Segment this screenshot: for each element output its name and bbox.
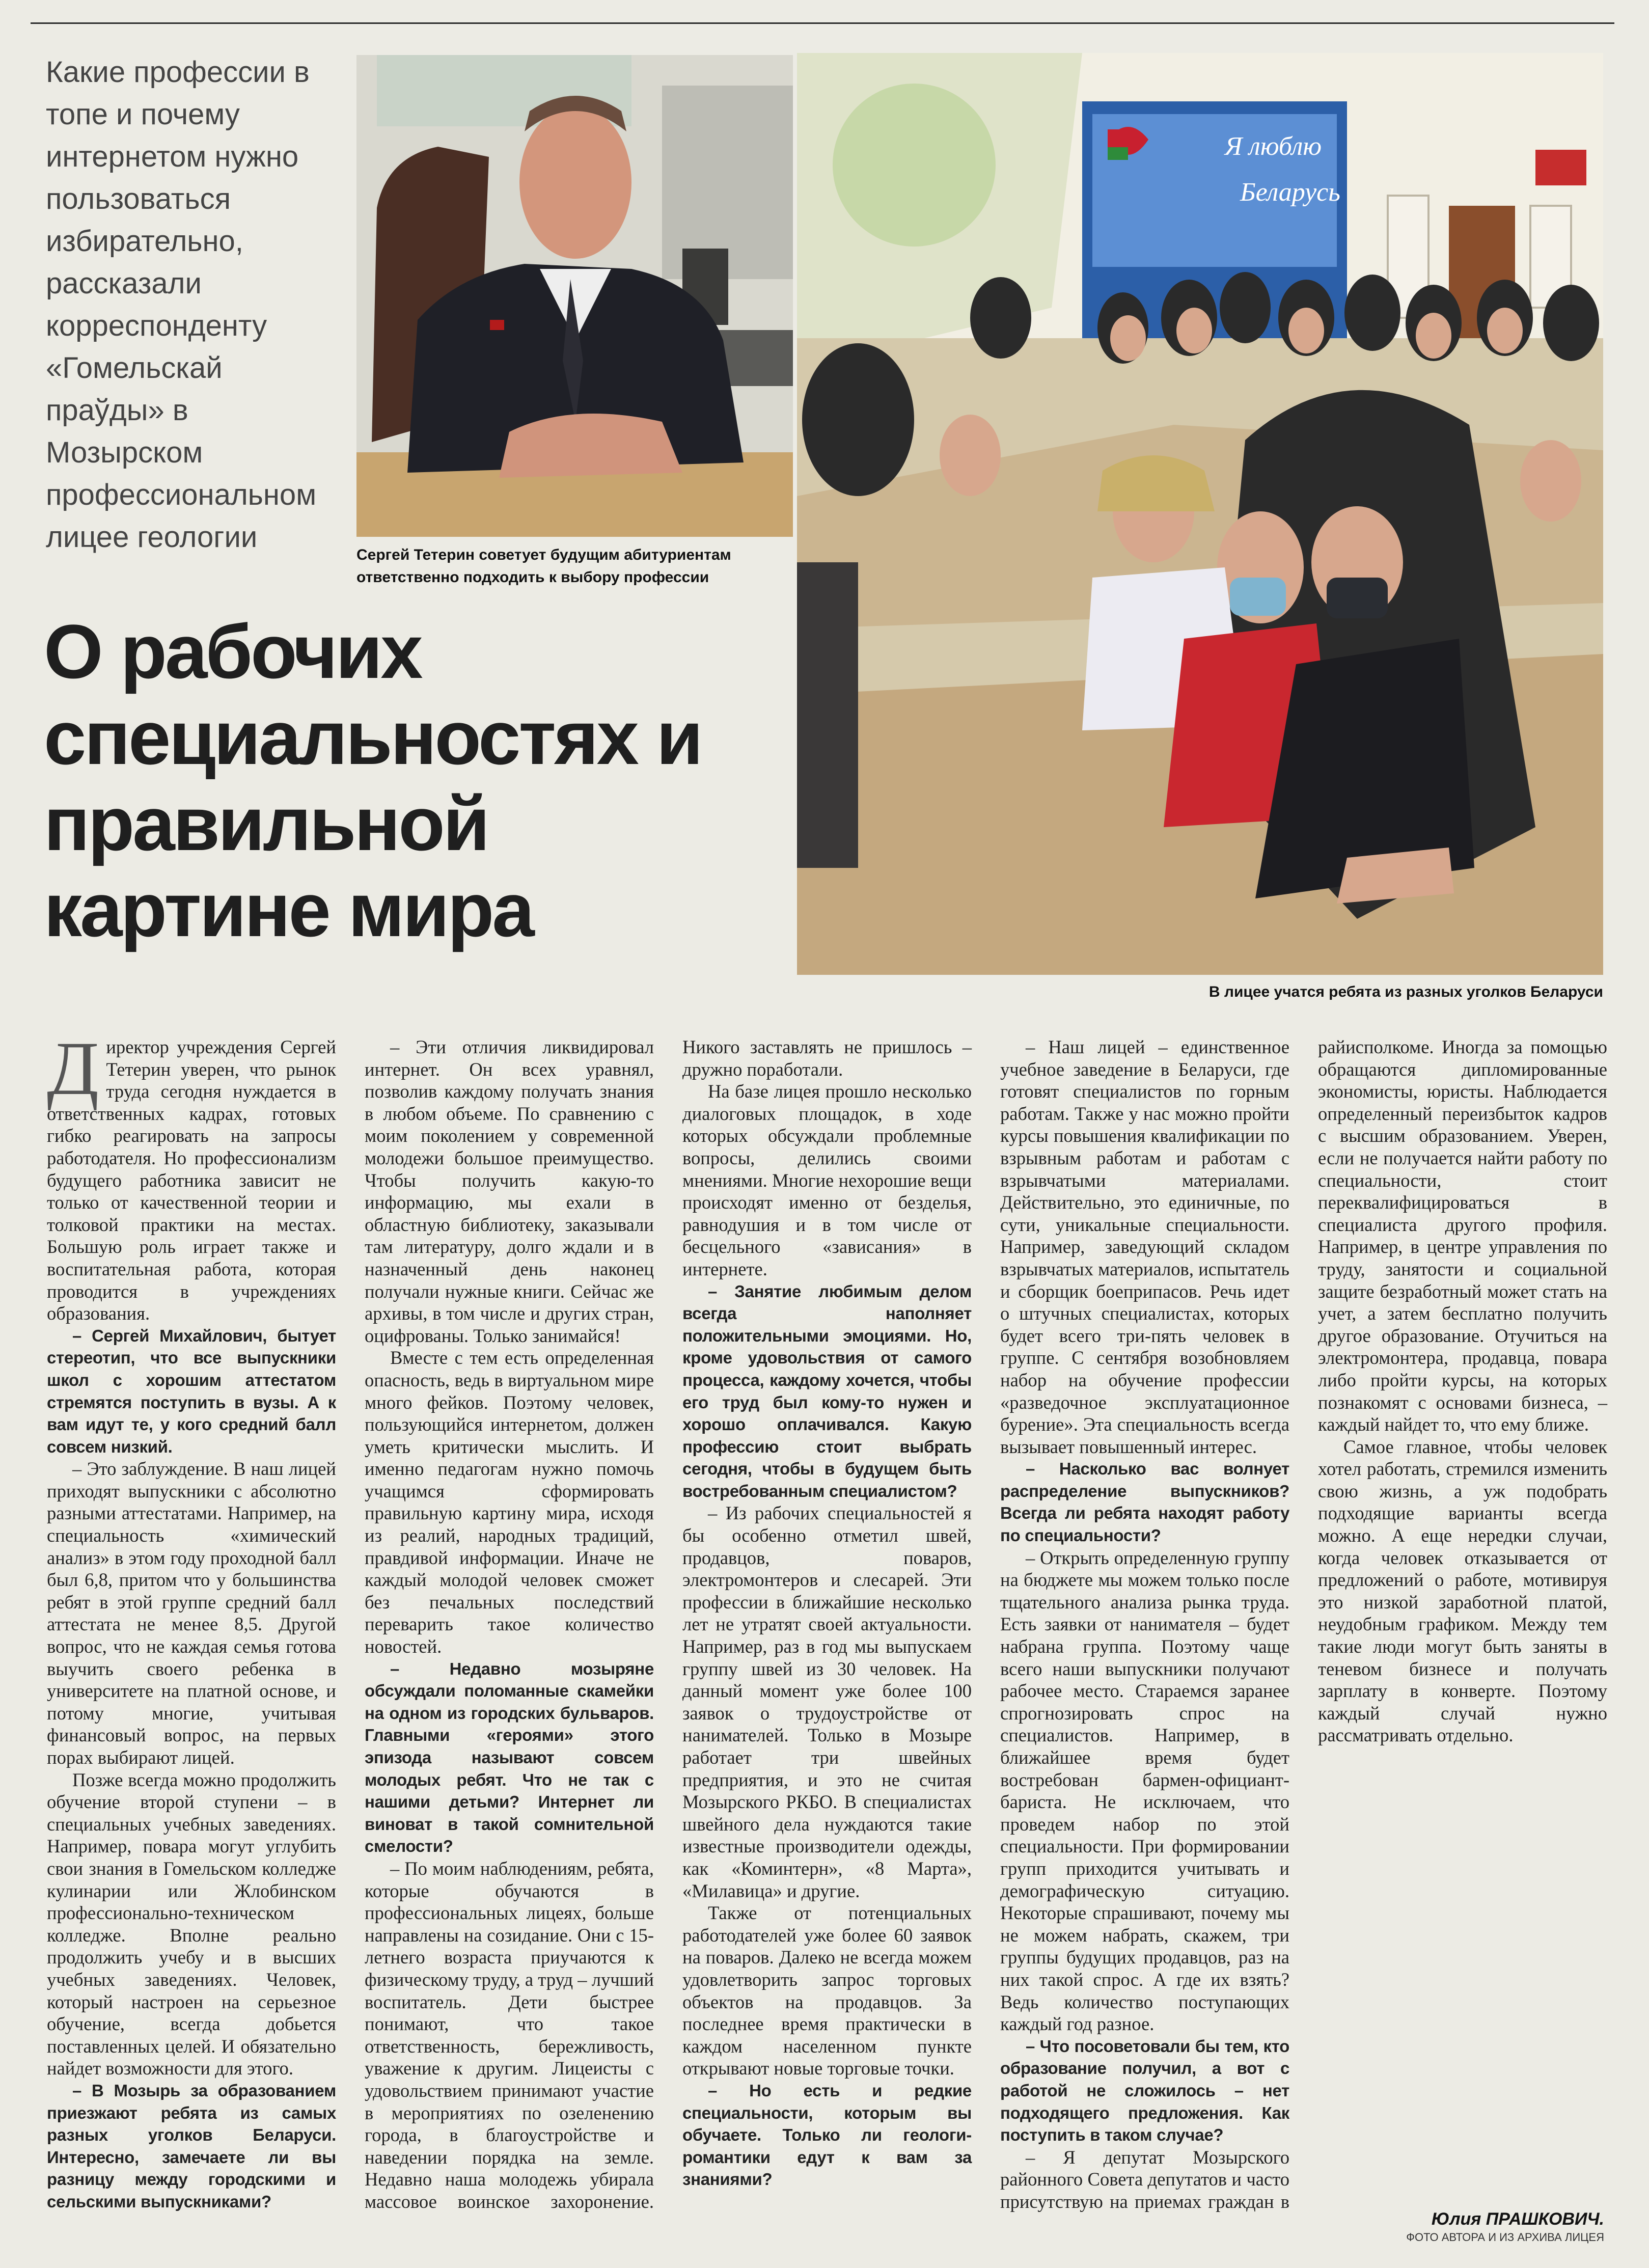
- question-2: – В Мозырь за образованием приезжают ребята из самых разных уголков Беларуси. Интересно, замечаете ли вы разницу между городскими и сельскими выпускниками?: [47, 2081, 336, 2211]
- answer-paragraph: – Я депутат Мозырского районного Совета депутатов и часто присутствую на приемах граждан в райисполкоме. Иногда за помощью обращаются дипломированные экономисты, юристы. Наблюдается определенный переизбыток кадров с высшим образованием. Уверен, если не получается найти работу по специальности, стоит переквалифицироваться в специалиста другого профиля. Например, в центре управления по труду, занятости и социальной защите безработный может стать на учет, а затем бесплатно получить другое образование. Отучиться на электромонтера, продавца, повара либо пройти курсы, на которых познакомят с основами бизнеса, – каждый найдет то, что ему ближе.: [1000, 1036, 1607, 2212]
- author-byline: Юлия ПРАШКОВИЧ.: [1431, 2209, 1604, 2229]
- answer-paragraph: Также от потенциальных работодателей уже более 60 заявок на поваров. Далеко не всегда можем удовлетворить запрос торговых объектов на продавцов. За последнее время практически в каждом населенном пункте открывают новые торговые точки.: [682, 1902, 972, 2079]
- question-4: – Занятие любимым делом всегда наполняет положительными эмоциями. Но, кроме удовольствия от самого процесса, каждому хочется, чтобы его труд был кому-то нужен и хорошо оплачивался. Какую профессию стоит выбрать сегодня, чтобы в будущем быть востребованным специалистом?: [682, 1281, 972, 1500]
- answer-paragraph: – Эти отличия ликвидировал интернет. Он всех уравнял, позволив каждому получать знания в любом объеме. По сравнению с моим поколением у современной молодежи большое преимущество. Чтобы получить какую-то информацию, мы ехали в областную библиотеку, заказывали там литературу, долго ждали и в назначенный день наконец получали нужные книги. Сейчас же архивы, в том числе и других стран, оцифрованы. Только занимайся!: [365, 1036, 654, 1346]
- article-body: [47, 1026, 1607, 2233]
- classroom-photo-caption: В лицее учатся ребята из разных уголков Беларуси: [1208, 983, 1603, 1000]
- headline: О рабочих специальностях и правильной картине мира: [44, 609, 701, 952]
- poster-text-line1: Я люблю: [1225, 132, 1322, 161]
- answer-paragraph: – Открыть определенную группу на бюджете мы можем только после тщательного анализа рынка труда. Есть заявки от нанимателя – будет набрана группа. Поэтому чаще всего наши выпускники получают рабочее место. Стараемся заранее спрогнозировать спрос на специалистов. Например, в ближайшее время будет востребован бармен-официант-бариста. Не исключаем, что проведем набор по этой специальности. При формировании групп приходится учитывать и демографическую ситуацию. Некоторые спрашивают, почему мы не можем набрать, скажем, три группы будущих продавцов, раз на них такой спрос. А где их взять? Ведь количество поступающих каждый год разное.: [1000, 1547, 1289, 2035]
- director-photo-caption: Сергей Тетерин советует будущим абитуриентам ответственно подходить к выбору профессии: [356, 546, 731, 586]
- answer-paragraph: – Наш лицей – единственное учебное заведение в Беларуси, где готовят специалистов по горным работам. Также у нас можно пройти курсы повышения квалификации по взрывным работам и работам с взрывчатыми материалами. Действительно, это единичные, по сути, уникальные специальности. Например, заведующий складом взрывчатых материалов, испытатель и сборщик боеприпасов. Речь идет о штучных специалистах, которых будет всего три-пять человек в группе. С сентября возобновляем набор на обучение профессии «разведочное эксплуатационное бурение». Эта специальность всегда вызывает повышенный интерес.: [1000, 1036, 1289, 1457]
- answer-paragraph: Самое главное, чтобы человек хотел работать, стремился изменить свою жизнь, а уж подобрать подходящие варианты всегда можно. А еще нередки случаи, когда человек отказывается от предложений о работе, мотивируя это низкой заработной платой, неудобным графиком. Между тем такие люди могут быть заняты в теневом бизнесе и получать зарплату в конверте. Поэтому каждый случай нужно рассматривать отдельно.: [1318, 1436, 1607, 1746]
- poster-text-line2: Беларусь: [1240, 178, 1340, 207]
- answer-paragraph: – Это заблуждение. В наш лицей приходят выпускники с абсолютно разными аттестатами. Например, на специальность «химический анализ» в этом году проходной балл был 6,8, притом что у большинства ребят в этой группе средний балл аттестата не менее 8,5. Другой вопрос, что не каждая семья готова выучить своего ребенка в университете на платной основе, и потому многие, учитывая финансовый вопрос, на первых порах выбирают лицей.: [47, 1458, 336, 1768]
- question-6: – Насколько вас волнует распределение выпускников? Всегда ли ребята находят работу по специальности?: [1000, 1459, 1289, 1545]
- top-rule: [31, 22, 1614, 24]
- director-photo-image: [356, 55, 793, 537]
- answer-paragraph: На базе лицея прошло несколько диалоговых площадок, в ходе которых обсуждали проблемные вопросы, делились своими мнениями. Многие нехорошие вещи происходят именно от безделья, равнодушия и в том числе от бесцельного «зависания» в интернете.: [682, 1081, 972, 1279]
- answer-paragraph: – По моим наблюдениям, ребята, которые обучаются в профессиональных лицеях, больше направлены на созидание. Они с 15-летнего возраста приучаются к физическому труду, а труд – лучший воспитатель. Дети быстрее понимают, что такое ответственность, бережливость, уважение к другим. Лицеисты с удовольствием принимают участие в мероприятиях по озеленению города, в благоустройстве и наведении порядка на земле. Недавно наша молодежь убирала массовое воинское захоронение. Никого заставлять не пришлось – дружно поработали.: [365, 1036, 972, 2212]
- classroom-photo: [797, 53, 1603, 975]
- drop-cap: Д: [47, 1026, 99, 1111]
- answer-paragraph: – Из рабочих специальностей я бы особенно отметил швей, продавцов, поваров, электромонтеров и слесарей. Эти профессии в ближайшие несколько лет не утратят своей актуальности. Например, раз в год мы выпускаем группу швей из 30 человек. На данный момент уже более 100 заявок о трудоустройстве от нанимателей. Только в Мозыре работает три швейных предприятия, и это не считая Мозырского РКБО. В специалистах швейного дела нуждаются такие известные производители одежды, как «Коминтерн», «8 Марта», «Милавица» и другие.: [682, 1502, 972, 1901]
- question-1: – Сергей Михайлович, бытует стереотип, что все выпускники школ с хорошим аттестатом стремятся поступить в вузы. А к вам идут те, у кого средний балл совсем низкий.: [47, 1326, 336, 1456]
- question-3: – Недавно мозыряне обсуждали поломанные скамейки на одном из городских бульваров. Главными «героями» этого эпизода называют совсем молодых ребят. Что не так с нашими детьми? Интернет ли виноват в такой сомнительной смелости?: [365, 1659, 654, 1856]
- classroom-photo-image: [797, 53, 1603, 975]
- director-photo: [356, 55, 793, 537]
- answer-paragraph: Вместе с тем есть определенная опасность, ведь в виртуальном мире много фейков. Поэтому человек, пользующийся интернетом, должен уметь критически мыслить. И именно педагогам нужно помочь учащимся сформировать правильную картину мира, исходя из реалий, народных традиций, правдивой информации. Иначе не каждый молодой человек сможет без печальных последствий переварить такое количество новостей.: [365, 1347, 654, 1657]
- answer-paragraph: Позже всегда можно продолжить обучение второй ступени – в специальных учебных заведениях. Например, повара могут углубить свои знания в Гомельском колледже кулинарии или Жлобинском профессионально-техническом колледже. Вполне реально продолжить учебу и в высших учебных заведениях. Человек, который настроен на серьезное обучение, всегда добьется поставленных целей. И обязательно найдет возможности для этого.: [47, 1769, 336, 2079]
- lead-text: Какие профессии в топе и почему интернетом нужно пользоваться избирательно, рассказали корреспонденту «Гомельскай праўды» в Мозырском профессиональном лицее геологии: [46, 56, 317, 554]
- photo-credit: ФОТО АВТОРА И ИЗ АРХИВА ЛИЦЕЯ: [1406, 2231, 1604, 2244]
- paragraph-intro: Директор учреждения Сергей Тетерин уверен, что рынок труда сегодня нуждается в ответственных кадрах, готовых гибко реагировать на запросы работодателя. Но профессионализм будущего работника зависит не только от качественной теории и толковой практики на местах. Большую роль играет также и воспитательная работа, которая проводится в учреждениях образования.: [47, 1026, 336, 1324]
- question-5: – Но есть и редкие специальности, которым вы обучаете. Только ли геологи-романтики едут к вам за знаниями?: [682, 2081, 972, 2189]
- question-7: – Что посоветовали бы тем, кто образование получил, а вот с работой не сложилось – нет подходящего предложения. Как поступить в таком случае?: [1000, 2036, 1289, 2145]
